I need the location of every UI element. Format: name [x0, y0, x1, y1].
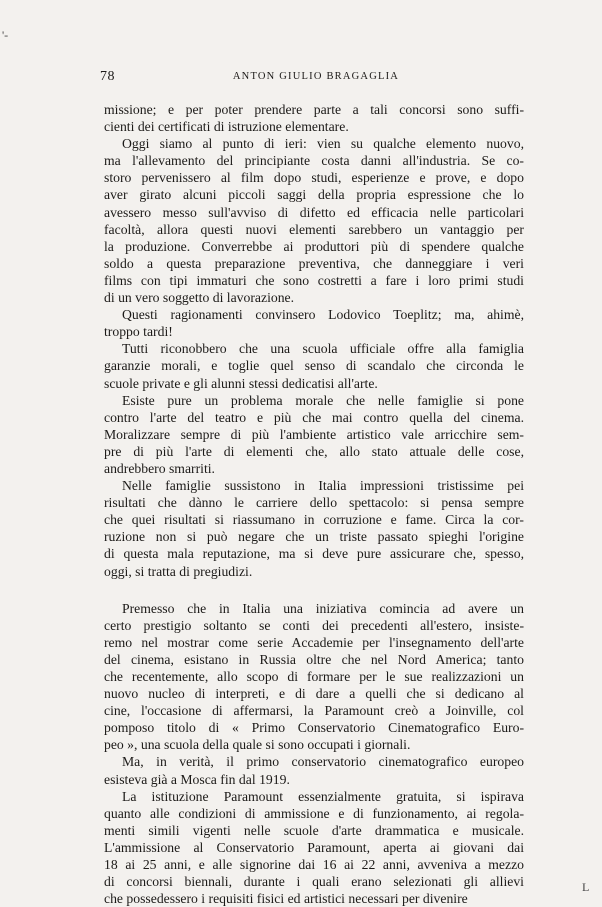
paragraph: [104, 600, 524, 754]
text-line: Moralizzare sempre di più l'ambiente artistico vale arricchire sem-: [104, 426, 524, 442]
text-line: che quei risultati si riassumano in corruzione e fame. Circa la cor-: [104, 512, 524, 528]
text-line: remo nel mostrar come serie Accademie per l'insegnamento dell'arte: [104, 634, 524, 650]
text-line: Nelle famiglie sussistono in Italia impressioni tristissime pei: [122, 478, 524, 494]
text-line: avessero messo sull'avviso di difetto ed efficacia nelle particolari: [104, 204, 524, 220]
corner-mark-top: '-: [2, 28, 9, 42]
text-line: la produzione. Converrebbe ai produttori più di spendere qualche: [104, 238, 524, 254]
paragraph: [104, 753, 524, 787]
text-line: missione; e per poter prendere parte a tali concorsi sono suffi-: [104, 102, 524, 117]
text-line: di un vero soggetto di lavorazione.: [104, 290, 295, 306]
text-line: risultati che dànno le carriere dello spettacolo: si pensa sempre: [104, 495, 524, 511]
paragraph: [104, 788, 524, 907]
text-line: di concorsi biennali, durante i quali erano selezionati gli allievi: [104, 874, 524, 890]
text-line: nuovo nucleo di interpreti, e di dare a quelli che si dedicano al: [104, 686, 524, 702]
text-line: contro l'arte del teatro e più che mai contro quella del cinema.: [104, 409, 524, 425]
paragraph: [104, 477, 524, 580]
text-line: facoltà, allora questi nuovi elementi sarebbero un vantaggio per: [104, 221, 524, 237]
text-line: scuole private e gli alunni stessi dedicatisi all'arte.: [104, 375, 378, 391]
text-line: La istituzione Paramount essenzialmente gratuita, si ispirava: [122, 788, 524, 804]
text-line: Questi ragionamenti convinsero Lodovico Toeplitz; ma, ahimè,: [122, 307, 524, 323]
corner-mark-bottom: L: [582, 880, 590, 894]
text-line: che recentemente, allo scopo di formare per le sue realizzazioni un: [104, 669, 524, 684]
section-break: [104, 580, 524, 600]
text-line: Premesso che in Italia una iniziativa comincia ad avere un: [122, 600, 524, 616]
text-line: cine, l'occasione di affermarsi, la Paramount creò a Joinville, col: [104, 703, 524, 719]
paragraph: [104, 392, 524, 477]
text-line: cienti dei certificati di istruzione elementare.: [104, 119, 349, 135]
text-line: di questa mala reputazione, ma si deve pure assicurare che, spesso,: [104, 546, 524, 562]
text-line: aver girato alcuni piccoli saggi della propria espressione che lo: [104, 187, 524, 203]
text-line: pre di più l'arte di elementi che, allo stato attuale delle cose,: [104, 443, 524, 459]
paragraph: [104, 340, 524, 391]
text-line: Oggi siamo al punto di ieri: vien su qualche elemento nuovo,: [122, 136, 524, 152]
text-line: pomposo titolo di « Primo Conservatorio Cinematografico Euro-: [104, 720, 524, 736]
text-line: che possedessero i requisiti fisici ed artistici necessari per divenire: [104, 891, 468, 907]
text-line: L'ammissione al Conservatorio Paramount, aperta ai giovani dai: [104, 839, 524, 855]
text-line: certo prestigio soltanto se conti dei precedenti all'estero, insiste-: [104, 617, 524, 633]
text-line: Tutti riconobbero che una scuola ufficiale offre alla famiglia: [122, 341, 524, 357]
text-line: troppo tardi!: [104, 324, 173, 340]
paragraph: [104, 135, 524, 306]
paragraph: [104, 306, 524, 340]
text-line: Esiste pure un problema morale che nelle famiglie si pone: [122, 392, 524, 408]
text-line: andrebbero smarriti.: [104, 460, 215, 476]
running-head: ANTON GIULIO BRAGAGLIA: [232, 71, 400, 82]
text-line: ruzione non si può negare che un triste passato spieghi l'origine: [104, 529, 524, 545]
text-line: Ma, in verità, il primo conservatorio cinematografico europeo: [122, 754, 524, 770]
text-line: films con tipi immaturi che sono costretti a fare i loro primi studi: [104, 272, 524, 288]
text-line: ma l'allevamento del principiante costa danni all'industria. Se co-: [104, 153, 524, 169]
text-line: garanzie morali, e toglie quel senso di scandalo che circonda le: [104, 358, 524, 374]
paragraph: [104, 101, 524, 135]
page-number: 78: [100, 69, 115, 84]
text-line: oggi, si tratta di pregiudizi.: [104, 563, 253, 579]
text-line: 18 ai 25 anni, e alle signorine dai 16 ai 22 anni, avveniva a mezzo: [104, 857, 524, 873]
text-line: storo pervenissero al film dopo studi, esperienze e prove, e dopo: [104, 170, 524, 186]
text-line: soldo a questa preparazione preventiva, che danneggiare i veri: [104, 255, 524, 271]
body-text: [104, 101, 524, 907]
text-line: menti simili vigenti nelle scuole d'arte drammatica e musicale.: [104, 822, 524, 838]
text-line: peo », una scuola della quale si sono occupati i giornali.: [104, 737, 411, 753]
text-line: del cinema, esistano in Russia oltre che nel Nord America; tanto: [104, 651, 524, 667]
text-line: esisteva già a Mosca fin dal 1919.: [104, 771, 290, 787]
text-line: quanto alle condizioni di ammissione e di funzionamento, ai regola-: [104, 805, 524, 821]
page-header: [100, 69, 522, 87]
